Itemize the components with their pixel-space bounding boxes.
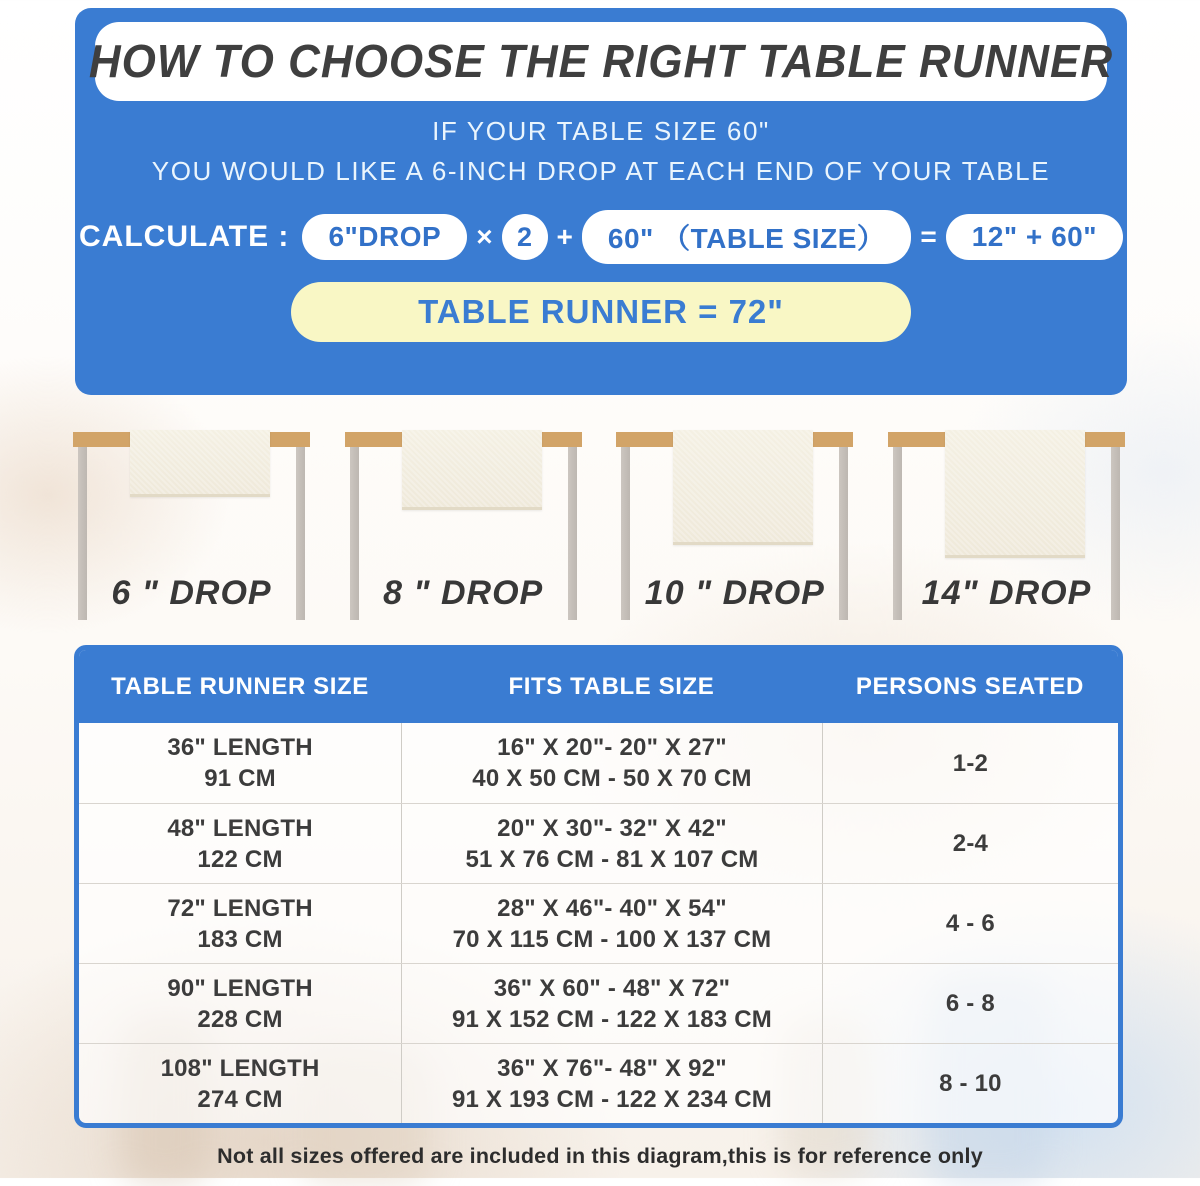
- persons-seated-cell: 6 - 8: [822, 964, 1118, 1043]
- table-row: [79, 723, 1118, 803]
- table-row: [79, 1043, 1118, 1123]
- size-table: [74, 645, 1123, 1128]
- disclaimer-note: Not all sizes offered are included in this diagram,this is for reference only: [217, 1144, 983, 1168]
- runner-size-cm: 91 CM: [204, 765, 276, 792]
- infographic: [0, 8, 1200, 1169]
- multiplier-circle: 2: [502, 214, 548, 260]
- fits-table-inches: 36" X 60" - 48" X 72": [493, 974, 731, 1002]
- drop-example-8in: [345, 430, 582, 625]
- calculation-row: [75, 210, 1127, 264]
- runner-size-cell: [79, 804, 401, 883]
- runner-size-inches: 48" LENGTH: [167, 814, 313, 842]
- sum-pill: 12" + 60": [946, 214, 1123, 260]
- runner-size-cell: [79, 964, 401, 1043]
- subtitle-line-2: YOU WOULD LIKE A 6-INCH DROP AT EACH END OF YOUR TABLE: [151, 156, 1051, 186]
- fits-table-cell: [401, 884, 822, 963]
- plus-sign: +: [556, 221, 573, 252]
- fits-table-cell: [401, 964, 822, 1043]
- table-leg-left: [350, 447, 359, 620]
- equals-sign: =: [920, 221, 937, 252]
- fits-table-cell: [401, 723, 822, 803]
- runner-size-inches: 90" LENGTH: [167, 974, 313, 1002]
- column-header-fits-table: FITS TABLE SIZE: [508, 672, 715, 700]
- table-leg-left: [78, 447, 87, 620]
- table-runner-illustration: [130, 430, 270, 497]
- fits-table-cm: 40 X 50 CM - 50 X 70 CM: [472, 765, 752, 792]
- runner-size-cm: 183 CM: [197, 925, 283, 953]
- drop-value-pill: 6"DROP: [302, 214, 467, 260]
- drop-example-14in: [888, 430, 1125, 625]
- table-leg-right: [839, 447, 848, 620]
- drop-label: 14" DROP: [921, 574, 1092, 612]
- fits-table-inches: 36" X 76"- 48" X 92": [497, 1054, 727, 1082]
- calculate-label: CALCULATE :: [79, 220, 290, 253]
- table-runner-illustration: [945, 430, 1085, 558]
- fits-table-cm: 51 X 76 CM - 81 X 107 CM: [465, 845, 759, 873]
- size-table-header: [79, 650, 1118, 723]
- drop-label: 6 " DROP: [111, 574, 272, 612]
- fits-table-inches: 28" X 46"- 40" X 54": [497, 894, 727, 922]
- multiply-sign: ×: [476, 221, 493, 252]
- drop-label: 8 " DROP: [383, 574, 544, 612]
- fits-table-inches: 20" X 30"- 32" X 42": [497, 814, 727, 842]
- table-leg-right: [1111, 447, 1120, 620]
- table-runner-illustration: [673, 430, 813, 545]
- page-title: HOW TO CHOOSE THE RIGHT TABLE RUNNER: [88, 35, 1114, 87]
- fits-table-cell: [401, 1044, 822, 1123]
- runner-size-cell: [79, 884, 401, 963]
- table-leg-left: [621, 447, 630, 620]
- instruction-panel: [75, 8, 1127, 395]
- subtitle-line-1: IF YOUR TABLE SIZE 60": [432, 116, 770, 146]
- column-header-persons: PERSONS SEATED: [855, 672, 1084, 700]
- fits-table-cm: 91 X 152 CM - 122 X 183 CM: [451, 1005, 772, 1033]
- title-banner: [88, 22, 1114, 101]
- persons-seated-cell: 8 - 10: [822, 1044, 1118, 1123]
- fits-table-cm: 70 X 115 CM - 100 X 137 CM: [452, 925, 772, 953]
- fits-table-inches: 16" X 20"- 20" X 27": [497, 734, 727, 761]
- runner-size-inches: 108" LENGTH: [160, 1054, 320, 1082]
- runner-size-cm: 228 CM: [197, 1005, 283, 1033]
- table-runner-illustration: [402, 430, 542, 510]
- table-leg-right: [296, 447, 305, 620]
- persons-seated-cell: 4 - 6: [822, 884, 1118, 963]
- fits-table-cm: 91 X 193 CM - 122 X 234 CM: [451, 1085, 772, 1113]
- persons-seated-cell: 1-2: [822, 723, 1118, 803]
- drop-label: 10 " DROP: [644, 574, 825, 612]
- drop-examples-row: [73, 430, 1125, 625]
- table-row: [79, 883, 1118, 963]
- runner-size-cell: [79, 1044, 401, 1123]
- table-row: [79, 803, 1118, 883]
- persons-seated-cell: 2-4: [822, 804, 1118, 883]
- table-leg-left: [893, 447, 902, 620]
- fits-table-cell: [401, 804, 822, 883]
- result-pill: TABLE RUNNER = 72": [291, 282, 911, 342]
- table-size-pill: 60" （TABLE SIZE）: [582, 210, 911, 264]
- runner-size-inches: 72" LENGTH: [167, 894, 313, 922]
- table-leg-right: [568, 447, 577, 620]
- column-header-runner-size: TABLE RUNNER SIZE: [111, 672, 369, 700]
- drop-example-10in: [616, 430, 853, 625]
- runner-size-cm: 122 CM: [197, 845, 283, 873]
- runner-size-cm: 274 CM: [197, 1085, 283, 1113]
- runner-size-cell: [79, 723, 401, 803]
- drop-example-6in: [73, 430, 310, 625]
- table-row: [79, 963, 1118, 1043]
- runner-size-inches: 36" LENGTH: [167, 734, 313, 761]
